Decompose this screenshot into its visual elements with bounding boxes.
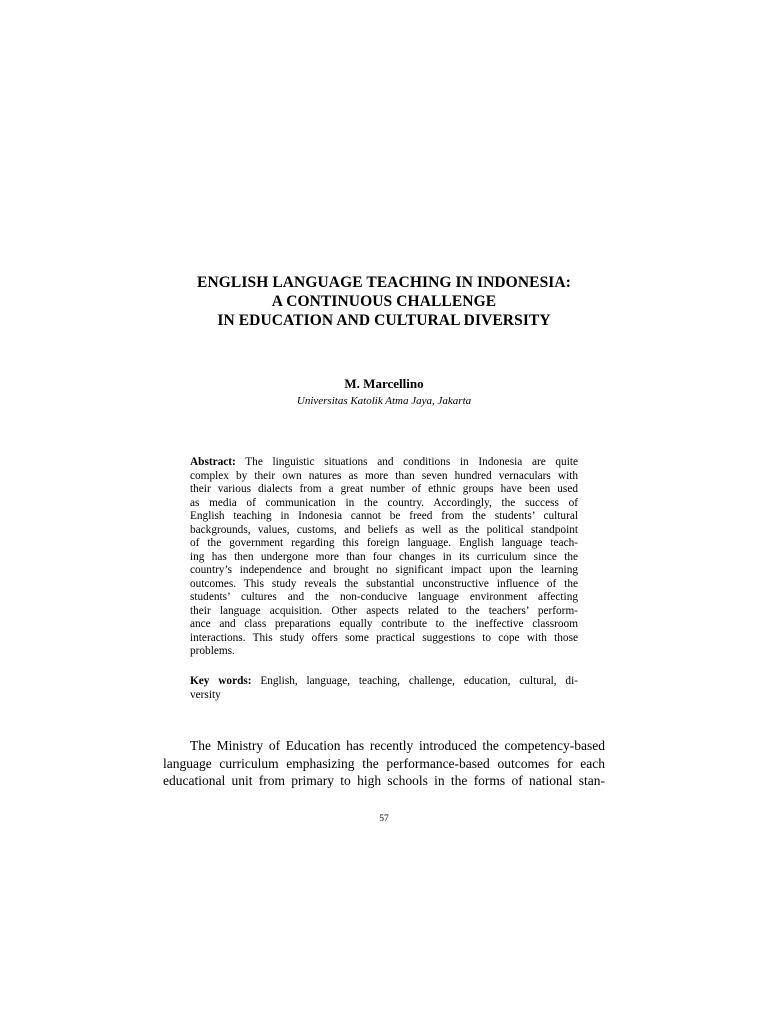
abstract-line: outcomes. This study reveals the substantial unconstructive influence of the	[190, 577, 578, 590]
abstract-line: of the government regarding this foreign language. English language teach-	[190, 537, 578, 549]
abstract-line: problems.	[190, 645, 235, 657]
keywords-line: versity	[190, 688, 221, 701]
abstract-text: The linguistic situations and conditions in Indonesia are quite	[235, 456, 578, 468]
body-line: language curriculum emphasizing the performance-based outcomes for each	[163, 755, 605, 771]
keywords-line	[190, 675, 578, 689]
keywords-label: Key words:	[190, 675, 252, 687]
abstract-line: their various dialects from a great number of ethnic groups have been used	[190, 483, 578, 495]
abstract	[190, 456, 578, 659]
abstract-line: complex by their own natures as more than seven hundred vernaculars with	[190, 469, 578, 482]
title-line: IN EDUCATION AND CULTURAL DIVERSITY	[217, 312, 551, 329]
author-affiliation: Universitas Katolik Atma Jaya, Jakarta	[296, 395, 472, 407]
author-name: M. Marcellino	[344, 376, 424, 391]
body-line: educational unit from primary to high schools in the forms of national stan-	[163, 773, 605, 788]
title-line: ENGLISH LANGUAGE TEACHING IN INDONESIA:	[197, 274, 571, 291]
abstract-line: ance and class preparations equally contribute to the ineffective classroom	[190, 618, 578, 630]
paper-title	[0, 273, 768, 330]
abstract-line: as media of communication in the country. Accordingly, the success of	[190, 496, 578, 509]
abstract-line: ing has then undergone more than four changes in its curriculum since the	[190, 550, 578, 563]
keywords	[190, 675, 578, 702]
body-paragraph	[163, 737, 605, 790]
keywords-text: English, language, teaching, challenge, education, cultural, di-	[251, 675, 578, 687]
abstract-line: their language acquisition. Other aspects related to the teachers’ perform-	[190, 604, 578, 617]
abstract-line: interactions. This study offers some practical suggestions to cope with those	[190, 631, 578, 644]
title-line: A CONTINUOUS CHALLENGE	[271, 293, 497, 310]
abstract-line: students’ cultures and the non-conducive language environment affecting	[190, 591, 578, 603]
page-number: 57	[379, 814, 389, 824]
abstract-line: English teaching in Indonesia cannot be freed from the students’ cultural	[190, 510, 578, 522]
abstract-line: backgrounds, values, customs, and beliefs as well as the political standpoint	[190, 523, 578, 536]
abstract-label: Abstract:	[190, 456, 236, 468]
abstract-line: country’s independence and brought no significant impact upon the learning	[190, 564, 578, 576]
abstract-line	[190, 456, 578, 470]
body-line: The Ministry of Education has recently introduced the competency-based	[190, 738, 605, 753]
